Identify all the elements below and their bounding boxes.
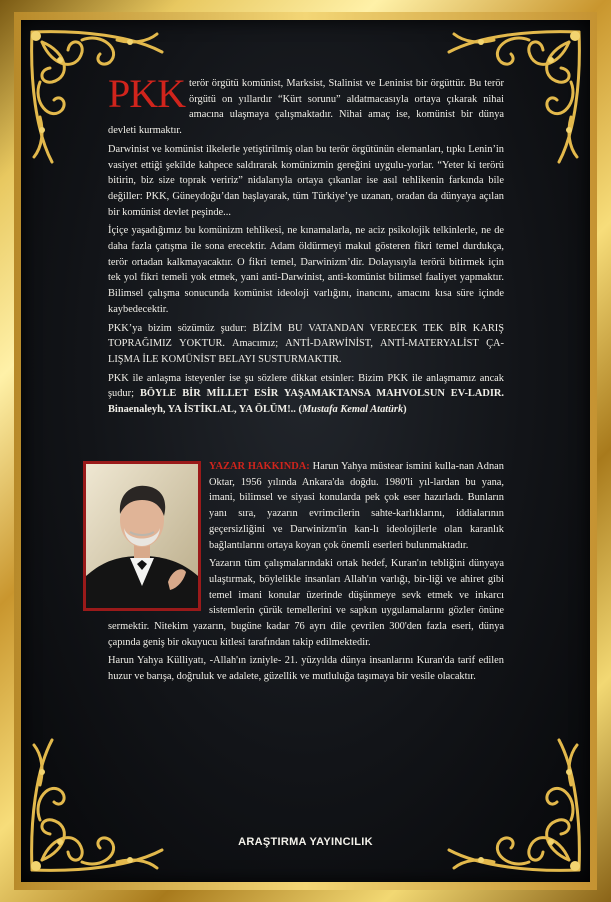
main-text <box>108 71 504 421</box>
paragraph-text: terör örgütü komünist, Marksist, Stalinist ve Leninist bir örgüttür. Bu terör örgütü on yıllardır “Kürt sorunu” aldatmacasıyla ortaya çıkarak nihai amacına ulaşmaya çalışmaktadır. Nihai amaç ise, komünist bir dünya devleti kurmaktır. <box>108 78 504 137</box>
corner-ornament-icon <box>439 730 589 880</box>
author-photo <box>83 461 201 611</box>
pkk-drop-cap: PKK <box>108 71 186 116</box>
author-section <box>108 459 504 688</box>
paragraph-4: PKK’ya bizim sözümüz şudur: BİZİM BU VATANDAN VERECEK TEK BİR KARIŞ TOPRAĞIMIZ YOKTUR. Amacımız; ANTİ-DARWİNİST, ANTİ-MATERYALİST ÇA-LIŞMA İLE KOMÜNİST BELAYI SUSTURMAKTIR. <box>108 322 504 365</box>
paragraph-2: Darwinist ve komünist ilkelerle yetiştirilmiş olan bu terör örgütünün elemanları, tıpkı Lenin’in vasiyet ettiği şekilde kahpece saldırarak komünizmin gereğini uygulu-yorlar. “Yeter ki terörü bitirin, biz size toprak veririz” nidalarıyla ortaya çıkanlar ise asıl tehlikenin farkında bile değiller: PKK, Güneydoğu’dan başlayarak, tüm Türkiye’ye uzanan, oradan da dünyaya açılan bir komünist devlet peşinde... <box>108 143 504 218</box>
paragraph-1 <box>108 71 504 139</box>
paragraph-5: PKK ile anlaşma isteyenler ise şu sözlere dikkat etsinler: Bizim PKK ile anlaşmamız ancak şudur; BÖYLE BİR MİLLET ESİR YAŞAMAKTANSA MAHVOLSUN EV-LADIR. Binaenaleyh, YA İSTİKLAL, YA ÖLÜM!.. (Mustafa Kemal Atatürk) <box>108 372 504 416</box>
corner-ornament-icon <box>22 730 172 880</box>
ataturk-quote: BÖYLE BİR MİLLET ESİR YAŞAMAKTANSA MAHVOLSUN EV-LADIR. Binaenaleyh, YA İSTİKLAL, YA ÖLÜM!.. <box>108 388 504 416</box>
publisher-name: ARAŞTIRMA YAYINCILIK <box>238 836 373 848</box>
quote-attribution: Mustafa Kemal Atatürk <box>301 404 404 416</box>
author-bio-text: Harun Yahya müstear ismini kulla-nan Adnan Oktar, 1956 yılında Ankara'da doğdu. 1980'li yıl-lardan bu yana, imani, bilimsel ve siyasi konularda pek çok eser hazırladı. Bunların yanı sıra, yazarın evrimcilerin sahte-karlıklarını, iddialarının geçersizliğini ve Darwinizm'in kan-lı ideolojilerle olan karanlık bağlantılarını ortaya koyan çok önemli eserleri bulunmaktadır. <box>209 461 504 551</box>
author-paragraph-3: Harun Yahya Külliyatı, -Allah'ın izniyle- 21. yüzyılda dünya insanlarını Kuran'da tarif edilen huzur ve barışa, doğruluk ve adalete, güzellik ve mutluluğa taşımaya bir vesile olacaktır. <box>108 655 504 683</box>
author-heading: YAZAR HAKKINDA: <box>209 461 310 472</box>
paragraph-3: İçiçe yaşadığımız bu komünizm tehlikesi, ne kınamalarla, ne aciz psikolojik telkinlerle, ne de daha fazla çatışma ile sona erecektir. Adam öldürmeyi makul gösteren fikri temel durdukça, terör ortadan kalkmayacaktır. O fikri temel, Darwinizm’dir. Dolayısıyla terörü bitirmek için tek yol fikri temeli yok etmek, yani anti-Darwinist, anti-komünist bilimsel faaliyet yapmaktır. Bilimsel çalışma sonucunda komünist ideoloji varlığını, inancını, amacını kısa süre içinde kaybedecektir. <box>108 225 504 315</box>
author-paragraph-2: Yazarın tüm çalışmalarındaki ortak hedef, Kuran'ın tebliğini dünyaya ulaştırmak, böylelikle insanları Allah'ın varlığı, bir-liği ve ahiret gibi temel imani konular üzerinde düşünmeye sevk etmek ve inkarcı sistemlerin çürük temellerini ve sapkın uygulamalarını gözler önüne sermektir. Nitekim yazarın, bugüne kadar 76 ayrı dile çevrilen 300'den fazla eseri, dünya çapında geniş bir okuyucu kitlesi tarafından takip edilmektedir. <box>108 558 504 648</box>
paragraph-intro: PKK ile anlaşma isteyenler ise şu sözlere dikkat etsinler: Bizim PKK ile anlaşmamız ancak şudur; <box>108 372 504 400</box>
